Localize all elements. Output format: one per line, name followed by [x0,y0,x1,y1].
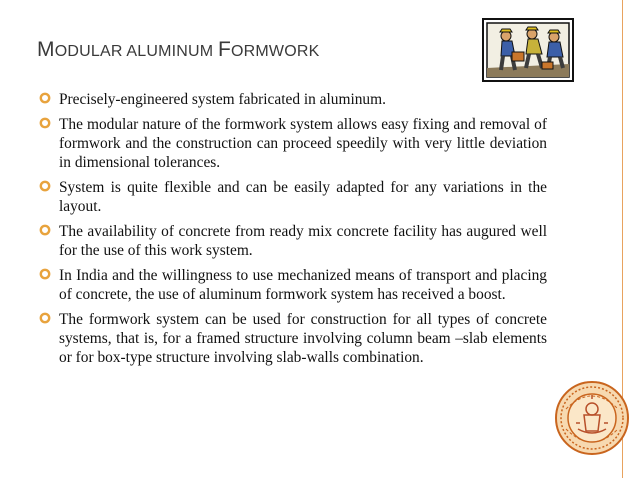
slide-title [37,38,319,62]
title-initial-2: F [217,38,231,61]
list-item [39,222,547,260]
bullet-marker-icon [39,92,51,104]
bullet-list [39,90,547,373]
title-word-1: ODULAR ALUMINUM [54,43,218,60]
title-initial-1: M [37,38,55,61]
bullet-marker-icon [39,180,51,192]
bullet-text: In India and the willingness to use mechanized means of transport and placing of concrete, the use of aluminum formwork system has received a boost. [59,267,547,303]
bullet-marker-icon [39,117,51,129]
title-word-2: ORMWORK [230,43,320,60]
institute-emblem-icon [554,379,630,457]
bullet-marker-icon [39,312,51,324]
bullet-marker-icon [39,224,51,236]
bullet-marker-icon [39,268,51,280]
list-item [39,115,547,172]
list-item [39,90,547,109]
list-item [39,310,547,367]
list-item [39,266,547,304]
bullet-text: The modular nature of the formwork system allows easy fixing and removal of formwork and the construction can proceed speedily with very little deviation in dimensional tolerances. [59,116,547,171]
bullet-text: The availability of concrete from ready mix concrete facility has augured well for the use of this work system. [59,223,547,259]
bullet-text: Precisely-engineered system fabricated in aluminum. [59,91,386,108]
bullet-text: System is quite flexible and can be easily adapted for any variations in the layout. [59,179,547,215]
bullet-text: The formwork system can be used for construction for all types of concrete systems, that is, for a framed structure involving column beam –slab elements or for box-type structure involving slab-walls combination. [59,311,547,366]
construction-workers-icon [482,18,574,82]
list-item [39,178,547,216]
